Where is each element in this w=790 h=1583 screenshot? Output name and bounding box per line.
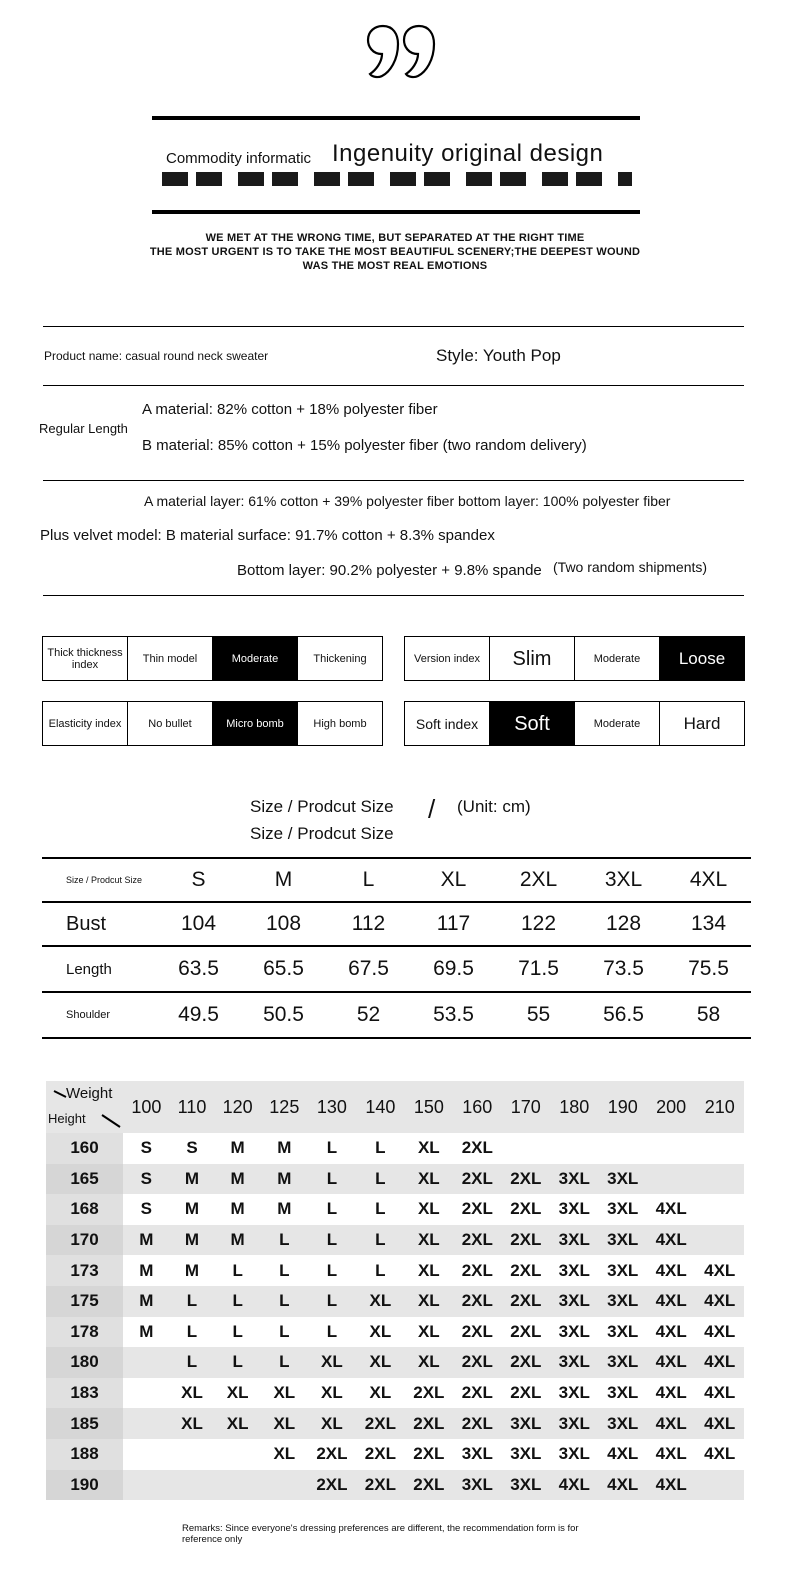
size-recommendation-cell: 2XL	[502, 1164, 550, 1195]
size-recommendation-cell: 2XL	[308, 1470, 356, 1501]
size-recommendation-cell: L	[326, 1199, 338, 1219]
size-recommendation-cell: 2XL	[356, 1470, 404, 1501]
weight-col-header: 120	[214, 1081, 261, 1133]
weight-col-header: 125	[261, 1081, 308, 1133]
size-recommendation-cell: M	[139, 1260, 154, 1280]
index-option: Hard	[659, 702, 744, 745]
product-style: Style: Youth Pop	[436, 346, 561, 365]
recommendation-row	[46, 1439, 744, 1470]
size-recommendation-cell: L	[170, 1286, 215, 1317]
size-cell: 104	[180, 912, 217, 935]
row-label: Shoulder	[66, 1009, 111, 1021]
height-row-header: 188	[46, 1439, 123, 1470]
size-recommendation-cell: L	[308, 1286, 356, 1317]
size-recommendation-cell: 2XL	[510, 1199, 542, 1219]
size-recommendation-cell: 4XL	[647, 1470, 695, 1501]
size-recommendation-cell: M	[184, 1199, 200, 1219]
size-recommendation-cell: L	[261, 1286, 308, 1317]
size-row-length	[42, 946, 751, 992]
index-option-selected: Moderate	[212, 637, 297, 680]
size-recommendation-cell: 4XL	[704, 1444, 736, 1464]
size-recommendation-cell: L	[170, 1347, 215, 1378]
size-recommendation-cell: 2XL	[461, 1383, 493, 1403]
weight-col-header: 180	[550, 1081, 598, 1133]
commodity-label: Commodity informatic	[166, 150, 312, 167]
index-option: Thickening	[297, 637, 382, 680]
size-recommendation-cell: M	[170, 1225, 215, 1256]
size-recommendation-cell: M	[170, 1164, 215, 1195]
size-recommendation-cell: M	[214, 1225, 261, 1256]
size-recommendation-cell	[123, 1439, 170, 1470]
size-recommendation-cell: 4XL	[607, 1444, 639, 1464]
size-recommendation-cell: 3XL	[558, 1199, 590, 1219]
size-cell: 56.5	[603, 1003, 644, 1026]
size-recommendation-cell: S	[140, 1199, 153, 1219]
size-recommendation-cell: L	[375, 1199, 386, 1219]
size-recommendation-cell: L	[326, 1138, 338, 1158]
size-recommendation-cell: XL	[417, 1321, 440, 1341]
size-recommendation-cell: 4XL	[695, 1347, 744, 1378]
size-recommendation-cell: 2XL	[502, 1225, 550, 1256]
recommendation-row	[46, 1286, 744, 1317]
recommendation-row	[46, 1164, 744, 1195]
weight-header-row	[46, 1081, 744, 1133]
size-recommendation-cell: 2XL	[453, 1347, 501, 1378]
size-cell: 117	[436, 912, 471, 935]
size-recommendation-cell	[170, 1439, 215, 1470]
size-recommendation-cell: 2XL	[510, 1383, 542, 1403]
size-table	[42, 857, 751, 1039]
size-recommendation-cell: L	[261, 1225, 308, 1256]
size-recommendation-cell: L	[308, 1225, 356, 1256]
size-recommendation-cell	[214, 1439, 261, 1470]
size-recommendation-cell: 2XL	[461, 1138, 493, 1158]
size-recommendation-cell: 4XL	[695, 1408, 744, 1439]
size-recommendation-cell: XL	[273, 1444, 296, 1464]
size-recommendation-cell	[695, 1164, 744, 1195]
height-row-header: 185	[46, 1408, 123, 1439]
size-recommendation-cell: XL	[181, 1383, 203, 1403]
weight-col-header: 150	[405, 1081, 453, 1133]
size-recommendation-cell	[695, 1194, 744, 1225]
regular-length-label: Regular Length	[39, 421, 128, 436]
size-recommendation-cell: 2XL	[413, 1383, 445, 1403]
size-col-header: 4XL	[689, 868, 728, 891]
size-recommendation-cell: XL	[417, 1138, 440, 1158]
size-recommendation-cell: 2XL	[502, 1286, 550, 1317]
size-recommendation-cell: 4XL	[647, 1347, 695, 1378]
recommendation-row	[46, 1347, 744, 1378]
caption-line: WE MET AT THE WRONG TIME, BUT SEPARATED AT THE RIGHT TIME	[205, 232, 585, 244]
version-index	[404, 636, 745, 681]
weight-col-header: 200	[647, 1081, 695, 1133]
height-row-header: 178	[46, 1317, 123, 1348]
row-label: Bust	[66, 912, 107, 935]
size-recommendation-cell	[502, 1133, 550, 1164]
elasticity-index	[42, 701, 383, 746]
size-recommendation-cell: 4XL	[704, 1260, 736, 1280]
size-recommendation-cell	[170, 1470, 215, 1501]
recommendation-row	[46, 1408, 744, 1439]
size-col-header: 3XL	[604, 868, 643, 891]
size-heading: Size / Prodcut Size	[250, 797, 394, 816]
size-heading-slash: /	[428, 794, 436, 824]
size-recommendation-cell: 3XL	[461, 1444, 493, 1464]
size-recommendation-cell: L	[232, 1321, 243, 1341]
size-cell: 108	[265, 912, 302, 935]
size-recommendation-cell: XL	[356, 1286, 404, 1317]
size-cell: 112	[351, 912, 386, 935]
size-recommendation-cell: L	[356, 1225, 404, 1256]
caption-line: THE MOST URGENT IS TO TAKE THE MOST BEAUTIFUL SCENERY;THE DEEPEST WOUND	[149, 246, 641, 258]
size-recommendation-cell: 3XL	[607, 1321, 639, 1341]
height-row-header: 160	[46, 1133, 123, 1164]
size-recommendation-cell: 3XL	[550, 1347, 598, 1378]
size-cell: 134	[690, 912, 727, 935]
size-recommendation-cell: 2XL	[356, 1408, 404, 1439]
index-option: Moderate	[574, 637, 659, 680]
weight-col-header: 190	[598, 1081, 646, 1133]
size-recommendation-cell: S	[186, 1138, 198, 1158]
size-recommendation-cell: XL	[405, 1225, 453, 1256]
index-option-selected: Loose	[659, 637, 744, 680]
top-rule	[152, 116, 640, 120]
size-row-bust	[42, 902, 751, 946]
size-recommendation-cell: 3XL	[502, 1470, 550, 1501]
size-recommendation-cell: 3XL	[558, 1321, 590, 1341]
size-recommendation-cell: XL	[369, 1321, 392, 1341]
recommendation-table	[46, 1081, 744, 1500]
size-recommendation-cell	[123, 1378, 170, 1409]
height-row-header: 180	[46, 1347, 123, 1378]
size-recommendation-cell: 3XL	[550, 1225, 598, 1256]
size-recommendation-cell: 4XL	[655, 1260, 687, 1280]
velvet-material-a: A material layer: 61% cotton + 39% polyester fiber bottom layer: 100% polyester fiber	[144, 493, 671, 509]
weight-height-corner	[46, 1081, 123, 1133]
size-recommendation-cell: 2XL	[453, 1164, 501, 1195]
size-recommendation-cell: XL	[405, 1286, 453, 1317]
height-row-header: 165	[46, 1164, 123, 1195]
weight-col-header: 100	[123, 1081, 170, 1133]
size-recommendation-cell	[214, 1470, 261, 1501]
size-recommendation-cell: L	[308, 1164, 356, 1195]
size-recommendation-cell: 2XL	[510, 1260, 542, 1280]
size-cell: 65.5	[263, 957, 304, 980]
size-recommendation-cell: 3XL	[510, 1444, 542, 1464]
size-recommendation-cell: 3XL	[550, 1408, 598, 1439]
size-recommendation-cell: L	[186, 1321, 198, 1341]
weight-col-header: 130	[308, 1081, 356, 1133]
height-row-header: 190	[46, 1470, 123, 1501]
size-recommendation-cell: 4XL	[550, 1470, 598, 1501]
size-recommendation-cell: 2XL	[461, 1199, 493, 1219]
divider	[43, 480, 744, 481]
size-recommendation-cell	[123, 1408, 170, 1439]
velvet-bottom-layer: Bottom layer: 90.2% polyester + 9.8% spande	[237, 562, 542, 579]
size-col-header: XL	[440, 868, 467, 891]
size-recommendation-cell	[647, 1164, 695, 1195]
size-cell: 71.5	[518, 957, 559, 980]
title-decoration	[162, 172, 632, 186]
size-recommendation-cell: XL	[405, 1164, 453, 1195]
weight-col-header: 170	[502, 1081, 550, 1133]
size-col-header: S	[191, 868, 206, 891]
index-label: Soft index	[415, 715, 479, 732]
size-recommendation-cell: 3XL	[558, 1260, 590, 1280]
size-recommendation-cell: XL	[226, 1383, 249, 1403]
size-recommendation-cell: 3XL	[502, 1408, 550, 1439]
size-recommendation-cell: XL	[170, 1408, 215, 1439]
height-row-header: 168	[46, 1194, 123, 1225]
size-recommendation-cell: L	[356, 1164, 404, 1195]
size-recommendation-cell	[123, 1347, 170, 1378]
recommendation-row	[46, 1225, 744, 1256]
index-option: Thin model	[127, 637, 212, 680]
size-recommendation-cell: XL	[308, 1408, 356, 1439]
size-recommendation-cell: XL	[308, 1347, 356, 1378]
size-recommendation-cell: M	[261, 1164, 308, 1195]
size-recommendation-cell: 2XL	[502, 1347, 550, 1378]
size-unit: (Unit: cm)	[457, 797, 531, 816]
index-option-selected: Soft	[489, 702, 574, 745]
size-recommendation-cell	[261, 1470, 308, 1501]
size-recommendation-cell: M	[277, 1199, 292, 1219]
size-recommendation-cell	[695, 1133, 744, 1164]
size-recommendation-cell: 4XL	[655, 1199, 687, 1219]
size-cell: 53.5	[433, 1003, 474, 1026]
size-recommendation-cell: XL	[321, 1383, 343, 1403]
product-name: Product name: casual round neck sweater	[44, 349, 269, 363]
size-recommendation-cell: 2XL	[316, 1444, 348, 1464]
recommendation-row	[46, 1194, 744, 1225]
size-recommendation-cell: 4XL	[647, 1225, 695, 1256]
size-cell: 50.5	[263, 1003, 304, 1026]
size-recommendation-cell: 3XL	[598, 1347, 646, 1378]
caption	[100, 231, 690, 273]
size-recommendation-cell	[550, 1133, 598, 1164]
recommendation-row	[46, 1470, 744, 1501]
size-recommendation-cell: XL	[417, 1260, 440, 1280]
size-table-corner: Size / Prodcut Size	[66, 875, 143, 885]
index-label: Version index	[413, 652, 481, 665]
size-recommendation-cell: XL	[369, 1383, 392, 1403]
size-cell: 69.5	[433, 957, 474, 980]
size-recommendation-cell	[695, 1225, 744, 1256]
height-row-header: 175	[46, 1286, 123, 1317]
recommendation-row	[46, 1255, 744, 1286]
size-recommendation-cell: L	[326, 1321, 338, 1341]
size-row-shoulder	[42, 992, 751, 1038]
row-label: Length	[66, 960, 112, 978]
size-recommendation-cell: L	[214, 1286, 261, 1317]
caption-line: WAS THE MOST REAL EMOTIONS	[302, 260, 488, 272]
size-recommendation-cell	[647, 1133, 695, 1164]
size-cell: 52	[356, 1003, 381, 1026]
recommendation-row	[46, 1317, 744, 1348]
size-recommendation-cell: XL	[405, 1347, 453, 1378]
size-recommendation-cell: 2XL	[453, 1408, 501, 1439]
size-cell: 128	[605, 912, 642, 935]
index-label: Thick thickness index	[47, 646, 123, 671]
index-option-selected: Micro bomb	[212, 702, 297, 745]
divider	[43, 385, 744, 386]
size-recommendation-cell: 3XL	[598, 1225, 646, 1256]
size-recommendation-cell: M	[123, 1225, 170, 1256]
title-block	[152, 128, 640, 198]
size-recommendation-cell: 2XL	[413, 1444, 445, 1464]
size-recommendation-cell: 4XL	[655, 1383, 687, 1403]
index-option: High bomb	[297, 702, 382, 745]
size-recommendation-cell: M	[277, 1138, 292, 1158]
size-cell: 75.5	[688, 957, 729, 980]
size-cell: 49.5	[178, 1003, 219, 1026]
size-recommendation-cell: L	[279, 1260, 290, 1280]
size-recommendation-cell: M	[184, 1260, 200, 1280]
velvet-material-b: Plus velvet model: B material surface: 91.7% cotton + 8.3% spandex	[40, 527, 495, 544]
bottom-rule	[152, 210, 640, 214]
recommendation-row	[46, 1133, 744, 1164]
size-recommendation-cell: 3XL	[453, 1470, 501, 1501]
size-recommendation-cell: XL	[214, 1408, 261, 1439]
size-recommendation-cell: 2XL	[453, 1225, 501, 1256]
size-recommendation-cell: 4XL	[647, 1408, 695, 1439]
index-option: No bullet	[127, 702, 212, 745]
size-recommendation-cell: L	[326, 1260, 338, 1280]
height-row-header: 170	[46, 1225, 123, 1256]
weight-col-header: 110	[170, 1081, 215, 1133]
size-recommendation-cell	[123, 1470, 170, 1501]
size-recommendation-cell: 3XL	[550, 1164, 598, 1195]
size-recommendation-cell: M	[123, 1286, 170, 1317]
size-recommendation-cell: L	[375, 1260, 386, 1280]
size-recommendation-cell: 3XL	[598, 1164, 646, 1195]
divider	[43, 595, 744, 596]
soft-index	[404, 701, 745, 746]
height-label: Height	[48, 1111, 86, 1126]
size-recommendation-cell: XL	[356, 1347, 404, 1378]
size-recommendation-cell: 4XL	[647, 1286, 695, 1317]
size-cell: 67.5	[348, 957, 389, 980]
size-recommendation-cell	[598, 1133, 646, 1164]
weight-label: Weight	[66, 1085, 113, 1102]
size-recommendation-cell: L	[214, 1347, 261, 1378]
size-recommendation-cell: 3XL	[607, 1260, 639, 1280]
size-recommendation-cell: 2XL	[453, 1286, 501, 1317]
size-recommendation-cell: 4XL	[598, 1470, 646, 1501]
size-recommendation-cell: L	[375, 1138, 386, 1158]
size-recommendation-cell: S	[123, 1164, 170, 1195]
size-recommendation-cell: L	[232, 1260, 243, 1280]
size-recommendation-cell: M	[230, 1138, 245, 1158]
size-recommendation-cell: 4XL	[704, 1321, 736, 1341]
size-cell: 63.5	[178, 957, 219, 980]
index-option: Slim	[489, 637, 574, 680]
size-recommendation-cell: 3XL	[550, 1286, 598, 1317]
size-recommendation-cell: 2XL	[461, 1260, 493, 1280]
size-recommendation-cell: M	[230, 1199, 245, 1219]
size-recommendation-cell: XL	[417, 1199, 440, 1219]
divider	[43, 326, 744, 327]
size-recommendation-cell: 2XL	[510, 1321, 542, 1341]
size-heading-secondary: Size / Prodcut Size	[250, 824, 394, 843]
size-recommendation-cell: 2XL	[364, 1444, 396, 1464]
size-cell: 55	[526, 1003, 551, 1026]
regular-material-a: A material: 82% cotton + 18% polyester fiber	[142, 401, 438, 418]
height-row-header: 173	[46, 1255, 123, 1286]
size-header-row	[42, 858, 751, 902]
size-recommendation-cell: 3XL	[598, 1286, 646, 1317]
remark: Remarks: Since everyone's dressing preferences are different, the recommendation form is for reference only	[182, 1523, 579, 1545]
index-option: Moderate	[574, 702, 659, 745]
index-label: Elasticity index	[48, 717, 122, 730]
size-recommendation-cell	[695, 1470, 744, 1501]
size-recommendation-cell: XL	[273, 1383, 296, 1403]
size-recommendation-cell: 4XL	[655, 1444, 687, 1464]
size-recommendation-cell: 4XL	[704, 1383, 736, 1403]
recommendation-row	[46, 1378, 744, 1409]
size-recommendation-cell: S	[140, 1138, 153, 1158]
size-recommendation-cell: 2XL	[461, 1321, 493, 1341]
size-col-header: M	[274, 868, 293, 891]
size-recommendation-cell: 3XL	[558, 1383, 590, 1403]
size-cell: 122	[520, 912, 557, 935]
size-recommendation-cell: 3XL	[598, 1408, 646, 1439]
size-recommendation-cell: L	[279, 1321, 290, 1341]
size-recommendation-cell: 3XL	[607, 1383, 639, 1403]
thickness-index	[42, 636, 383, 681]
size-cell: 58	[696, 1003, 721, 1026]
size-recommendation-cell: 4XL	[695, 1286, 744, 1317]
weight-col-header: 160	[453, 1081, 501, 1133]
size-recommendation-cell: 2XL	[405, 1408, 453, 1439]
design-title: Ingenuity original design	[332, 140, 604, 167]
size-recommendation-cell: L	[261, 1347, 308, 1378]
size-recommendation-cell: 4XL	[655, 1321, 687, 1341]
size-col-header: L	[362, 868, 375, 891]
size-recommendation-cell: 3XL	[558, 1444, 590, 1464]
weight-col-header: 210	[695, 1081, 744, 1133]
velvet-shipment-note: (Two random shipments)	[553, 559, 708, 575]
height-row-header: 183	[46, 1378, 123, 1409]
size-recommendation-cell: 3XL	[607, 1199, 639, 1219]
quote-mark-icon	[360, 4, 450, 94]
size-recommendation-cell: 2XL	[405, 1470, 453, 1501]
size-recommendation-cell: XL	[261, 1408, 308, 1439]
size-recommendation-cell: M	[214, 1164, 261, 1195]
weight-col-header: 140	[356, 1081, 404, 1133]
size-col-header: 2XL	[519, 868, 558, 891]
size-recommendation-cell: M	[139, 1321, 154, 1341]
regular-material-b: B material: 85% cotton + 15% polyester fiber (two random delivery)	[142, 437, 587, 454]
size-cell: 73.5	[603, 957, 644, 980]
